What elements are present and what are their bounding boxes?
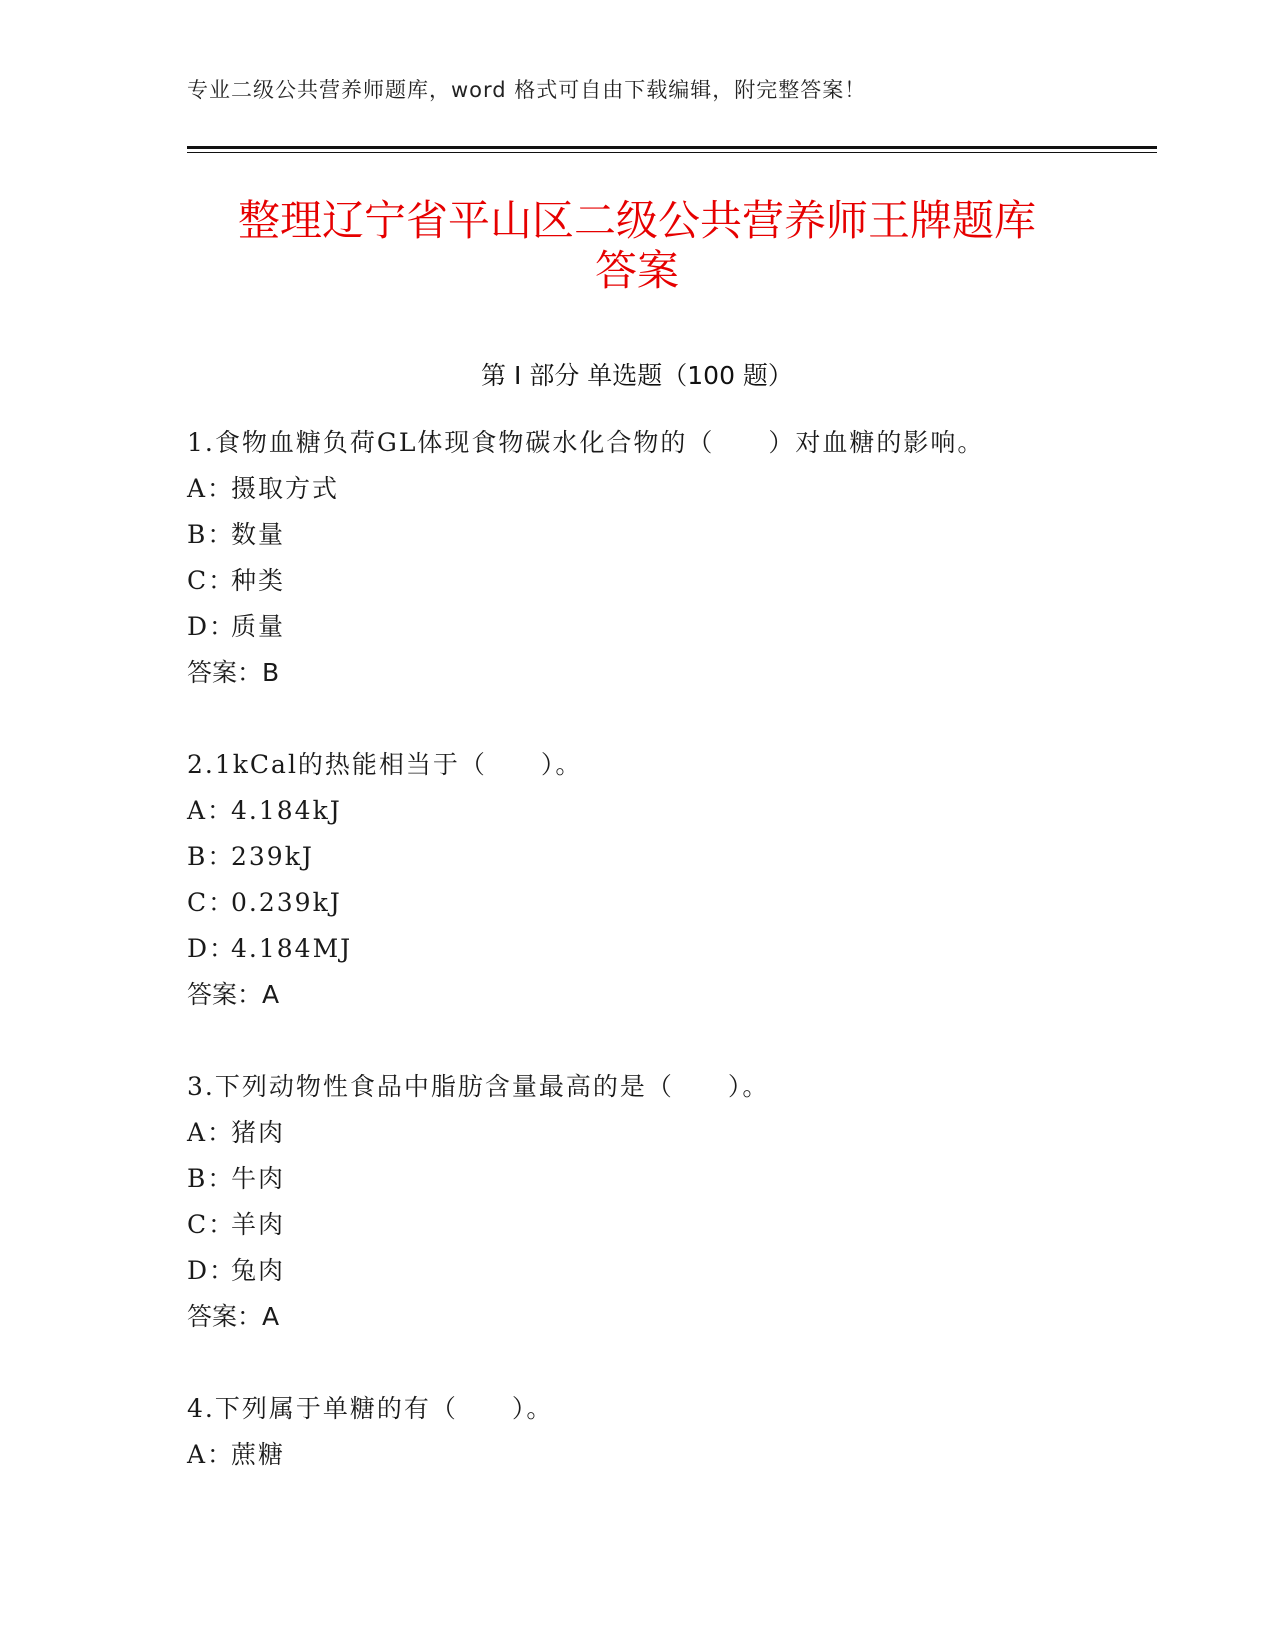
answer: 答案：A — [187, 980, 280, 1009]
option-b — [187, 834, 1157, 880]
option-key: D： — [187, 1256, 237, 1285]
option-text: 牛肉 — [231, 1164, 286, 1193]
option-text: 239kJ — [231, 842, 314, 871]
answer: 答案：A — [187, 1302, 280, 1331]
option-key: C： — [187, 1210, 236, 1239]
header-note: 专业二级公共营养师题库，word 格式可自由下载编辑，附完整答案！ — [187, 78, 867, 102]
option-text: 种类 — [231, 566, 286, 595]
option-d — [187, 926, 1157, 972]
option-key: D： — [187, 612, 237, 641]
option-key: A： — [187, 1440, 235, 1469]
option-key: D： — [187, 934, 237, 963]
question-stem: 3.下列动物性食品中脂肪含量最高的是（ ）。 — [187, 1072, 770, 1101]
option-key: A： — [187, 796, 235, 825]
option-key: B： — [187, 842, 235, 871]
option-key: A： — [187, 1118, 235, 1147]
option-a — [187, 788, 1157, 834]
option-key: B： — [187, 520, 235, 549]
option-key: C： — [187, 566, 236, 595]
option-d — [187, 604, 1157, 650]
option-text: 0.239kJ — [231, 888, 342, 917]
title-line-1: 整理辽宁省平山区二级公共营养师王牌题库 — [237, 196, 1036, 245]
option-c — [187, 558, 1157, 604]
option-b — [187, 512, 1157, 558]
option-text: 数量 — [231, 520, 286, 549]
question-stem: 1.食物血糖负荷GL体现食物碳水化合物的（ ）对血糖的影响。 — [187, 428, 985, 457]
option-text: 猪肉 — [231, 1118, 286, 1147]
answer: 答案：B — [187, 658, 280, 687]
header-rule-thick — [187, 146, 1157, 149]
option-text: 摄取方式 — [231, 474, 340, 503]
option-text: 兔肉 — [231, 1256, 286, 1285]
question-3 — [187, 1064, 1157, 1340]
option-c — [187, 880, 1157, 926]
question-1 — [187, 420, 1157, 696]
option-key: B： — [187, 1164, 235, 1193]
option-d — [187, 1248, 1157, 1294]
option-b — [187, 1156, 1157, 1202]
question-2 — [187, 742, 1157, 1018]
section-heading: 第 I 部分 单选题（100 题） — [481, 361, 793, 390]
question-4 — [187, 1386, 1157, 1478]
option-c — [187, 1202, 1157, 1248]
option-a — [187, 1110, 1157, 1156]
option-a — [187, 1432, 1157, 1478]
option-text: 4.184MJ — [231, 934, 353, 963]
header-rule-thin — [187, 152, 1157, 153]
option-a — [187, 466, 1157, 512]
question-stem: 4.下列属于单糖的有（ ）。 — [187, 1394, 554, 1423]
option-key: A： — [187, 474, 235, 503]
option-text: 4.184kJ — [231, 796, 342, 825]
option-key: C： — [187, 888, 236, 917]
title-line-2: 答案 — [594, 246, 679, 295]
option-text: 羊肉 — [231, 1210, 286, 1239]
document-title — [187, 196, 1087, 296]
option-text: 蔗糖 — [231, 1440, 286, 1469]
question-stem: 2.1kCal的热能相当于（ ）。 — [187, 750, 583, 779]
option-text: 质量 — [231, 612, 286, 641]
